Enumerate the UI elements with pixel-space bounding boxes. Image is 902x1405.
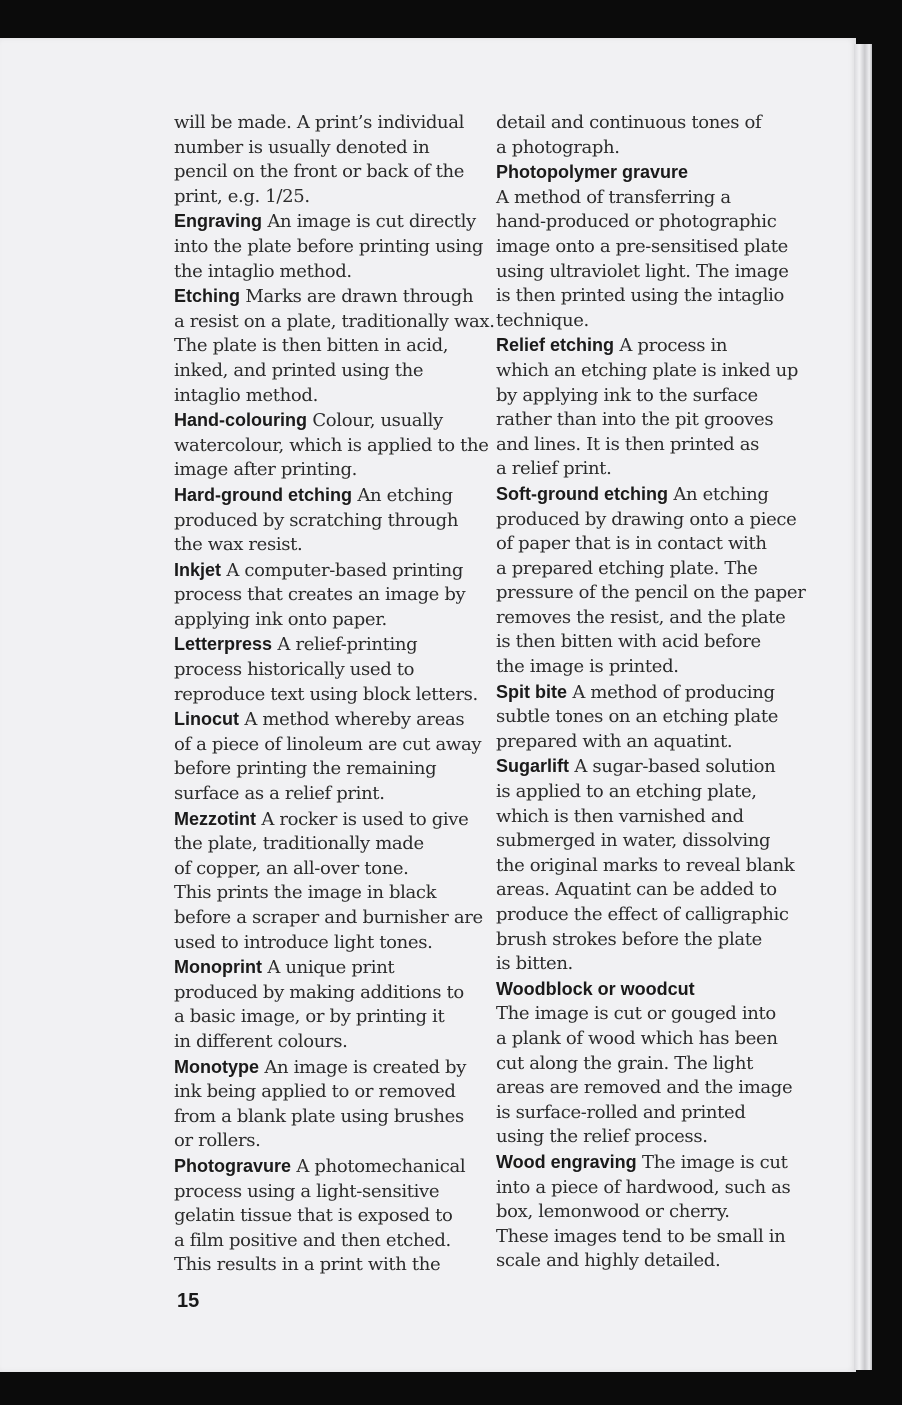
definition-text: areas are removed and the image	[496, 1077, 793, 1099]
text-line	[496, 1125, 796, 1150]
definition-text: before a scraper and burnisher are	[174, 907, 483, 928]
definition-text: applying ink onto paper.	[174, 608, 387, 630]
text-line	[496, 1076, 796, 1101]
glossary-term: Letterpress	[174, 634, 273, 655]
text-line	[496, 1002, 796, 1027]
text-line	[174, 434, 489, 459]
text-line	[496, 111, 796, 136]
definition-text: a resist on a plate, traditionally wax.	[174, 310, 495, 332]
text-line	[496, 210, 796, 235]
text-line	[496, 284, 796, 309]
definition-text: An etching	[667, 483, 769, 505]
definition-text: number is usually denoted in	[174, 136, 430, 158]
text-line	[496, 780, 796, 805]
text-line	[496, 1200, 796, 1225]
text-line	[174, 1180, 474, 1205]
text-line	[174, 284, 474, 310]
definition-text: A method of producing	[567, 681, 775, 703]
glossary-term: Engraving	[174, 211, 263, 232]
definition-text: The image is cut or gouged into	[496, 1003, 776, 1025]
definition-text: scale and highly detailed.	[496, 1250, 721, 1272]
definition-text: A unique print	[261, 957, 395, 979]
definition-text: produced by making additions to	[174, 981, 464, 1003]
definition-text: prepared with an aquatint.	[496, 730, 733, 752]
text-line	[174, 1154, 474, 1180]
text-line	[496, 482, 796, 508]
text-line	[174, 955, 474, 981]
page-edge	[854, 44, 872, 1370]
glossary-term: Wood engraving	[496, 1151, 637, 1172]
glossary-term: Linocut	[174, 709, 239, 730]
text-line	[496, 186, 796, 211]
text-line	[496, 433, 796, 458]
text-line	[174, 136, 474, 161]
text-line	[496, 878, 796, 903]
text-line	[174, 1055, 474, 1081]
glossary-term: Mezzotint	[174, 808, 256, 829]
text-line	[174, 1080, 474, 1105]
definition-text: detail and continuous tones of	[496, 112, 762, 133]
text-line	[496, 557, 796, 582]
definition-text: areas. Aquatint can be added to	[496, 879, 777, 901]
text-line	[174, 683, 478, 708]
text-line	[174, 1105, 474, 1130]
definition-text: process historically used to	[174, 659, 415, 681]
glossary-term: Hand-colouring	[174, 410, 307, 431]
text-line	[174, 408, 474, 434]
definition-text: of paper that is in contact with	[496, 533, 767, 555]
text-line	[174, 658, 474, 683]
definition-text: by applying ink to the surface	[496, 384, 758, 406]
definition-text: Colour, usually	[307, 410, 443, 432]
text-line	[496, 1150, 796, 1176]
definition-text: rather than into the pit grooves	[496, 409, 774, 431]
glossary-term: Monotype	[174, 1056, 259, 1077]
text-line	[174, 1129, 474, 1154]
text-line	[496, 754, 796, 780]
definition-text: pressure of the pencil on the paper	[496, 582, 806, 604]
text-line	[174, 483, 474, 509]
definition-text: This results in a print with the	[174, 1254, 441, 1276]
definition-text: ink being applied to or removed	[174, 1081, 456, 1103]
definition-text: gelatin tissue that is exposed to	[174, 1205, 453, 1227]
definition-text: the original marks to reveal blank	[496, 854, 795, 876]
text-line	[174, 807, 474, 833]
definition-text: An etching	[352, 484, 453, 506]
definition-text: subtle tones on an etching plate	[496, 706, 779, 728]
definition-text: a film positive and then etched.	[174, 1229, 451, 1251]
definition-text: using ultraviolet light. The image	[496, 260, 789, 282]
glossary-term: Spit bite	[496, 681, 567, 702]
definition-text: A method whereby areas	[239, 709, 465, 731]
text-line	[496, 309, 796, 334]
definition-text: from a blank plate using brushes	[174, 1105, 464, 1127]
text-line	[496, 903, 796, 928]
text-line	[496, 408, 796, 433]
definition-text: the wax resist.	[174, 534, 303, 556]
text-line	[174, 359, 474, 384]
text-line	[496, 705, 796, 730]
text-line	[174, 632, 474, 658]
text-line	[174, 334, 474, 359]
definition-text: a basic image, or by printing it	[174, 1006, 445, 1028]
text-line	[496, 359, 799, 384]
text-line	[496, 630, 796, 655]
text-line	[174, 608, 474, 633]
glossary-column-right	[496, 111, 806, 1274]
text-line	[174, 458, 474, 483]
definition-text: intaglio method.	[174, 384, 318, 406]
definition-text: A sugar-based solution	[569, 756, 776, 778]
definition-text: process using a light-sensitive	[174, 1180, 440, 1202]
text-line	[496, 854, 796, 879]
text-line	[174, 857, 474, 882]
definition-text: This prints the image in black	[174, 882, 437, 904]
text-line	[496, 532, 796, 557]
glossary-column-left	[174, 111, 495, 1278]
glossary-term: Inkjet	[174, 559, 222, 580]
definition-text: A process in	[614, 335, 728, 357]
definition-text: in different colours.	[174, 1030, 348, 1052]
definition-text: hand-produced or photographic	[496, 211, 777, 233]
definition-text: Marks are drawn through	[240, 286, 474, 308]
glossary-term: Woodblock or woodcut	[496, 978, 695, 999]
text-line	[496, 655, 796, 680]
text-line	[174, 583, 474, 608]
text-line	[496, 1176, 796, 1201]
definition-text: the plate, traditionally made	[174, 833, 424, 855]
text-line	[174, 509, 474, 534]
text-line	[174, 782, 474, 807]
definition-text: into the plate before printing using	[174, 235, 484, 257]
text-line	[496, 1101, 796, 1126]
definition-text: will be made. A print’s individual	[174, 112, 465, 133]
definition-text: into a piece of hardwood, such as	[496, 1176, 791, 1198]
text-line	[496, 680, 796, 706]
text-line	[496, 457, 796, 482]
definition-text: image after printing.	[174, 459, 358, 481]
text-line	[496, 928, 796, 953]
text-line	[496, 235, 796, 260]
definition-text: An image is cut directly	[262, 211, 476, 233]
glossary-term: Hard-ground etching	[174, 484, 352, 505]
definition-text: a plank of wood which has been	[496, 1027, 778, 1049]
text-line	[496, 136, 796, 161]
definition-text: of a piece of linoleum are cut away	[174, 733, 482, 755]
text-line	[174, 733, 482, 758]
text-line	[174, 1030, 474, 1055]
definition-text: A relief-printing	[272, 634, 418, 656]
text-line	[174, 533, 474, 558]
text-line	[174, 260, 474, 285]
definition-text: used to introduce light tones.	[174, 931, 433, 953]
text-line	[496, 606, 796, 631]
definition-text: reproduce text using block letters.	[174, 683, 478, 705]
definition-text: of copper, an all-over tone.	[174, 857, 409, 879]
text-line	[174, 558, 474, 584]
definition-text: a relief print.	[496, 458, 612, 480]
text-line	[174, 111, 474, 136]
glossary-term: Sugarlift	[496, 756, 570, 777]
definition-text: produced by scratching through	[174, 509, 459, 531]
definition-text: is surface-rolled and printed	[496, 1101, 746, 1123]
text-line	[496, 508, 796, 533]
definition-text: inked, and printed using the	[174, 359, 424, 381]
text-line	[174, 160, 474, 185]
text-line	[496, 260, 796, 285]
text-line	[174, 757, 474, 782]
definition-text: These images tend to be small in	[496, 1225, 786, 1247]
definition-text: brush strokes before the plate	[496, 928, 762, 950]
definition-text: submerged in water, dissolving	[496, 830, 771, 852]
definition-text: print, e.g. 1/25.	[174, 185, 310, 207]
definition-text: the image is printed.	[496, 656, 679, 678]
text-line	[496, 160, 796, 186]
text-line	[174, 1204, 474, 1229]
glossary-term: Photogravure	[174, 1155, 292, 1176]
definition-text: before printing the remaining	[174, 758, 437, 780]
glossary-term: Etching	[174, 286, 240, 307]
definition-text: or rollers.	[174, 1130, 261, 1152]
text-line	[496, 977, 796, 1003]
definition-text: process that creates an image by	[174, 584, 466, 606]
text-line	[496, 730, 796, 755]
page-number: 15	[177, 1290, 200, 1312]
definition-text: An image is created by	[259, 1056, 467, 1078]
definition-text: using the relief process.	[496, 1126, 708, 1148]
text-line	[496, 1225, 796, 1250]
definition-text: watercolour, which is applied to the	[174, 434, 489, 456]
definition-text: a prepared etching plate. The	[496, 557, 758, 579]
definition-text: The image is cut	[636, 1151, 788, 1173]
definition-text: box, lemonwood or cherry.	[496, 1201, 730, 1223]
definition-text: and lines. It is then printed as	[496, 433, 759, 455]
definition-text: The plate is then bitten in acid,	[174, 335, 449, 357]
text-line	[174, 209, 474, 235]
definition-text: A method of transferring a	[496, 186, 731, 208]
definition-text: A photomechanical	[291, 1155, 466, 1177]
definition-text: is applied to an etching plate,	[496, 781, 757, 803]
definition-text: removes the resist, and the plate	[496, 606, 786, 628]
definition-text: technique.	[496, 309, 589, 331]
text-line	[496, 829, 796, 854]
glossary-term: Monoprint	[174, 957, 262, 978]
definition-text: surface as a relief print.	[174, 783, 385, 805]
text-line	[496, 1052, 796, 1077]
definition-text: the intaglio method.	[174, 260, 352, 282]
text-line	[496, 384, 796, 409]
definition-text: image onto a pre-sensitised plate	[496, 235, 788, 257]
text-line	[496, 952, 796, 977]
definition-text: is bitten.	[496, 953, 573, 975]
text-line	[174, 235, 484, 260]
glossary-term: Relief etching	[496, 335, 615, 356]
definition-text: A computer-based printing	[221, 559, 464, 581]
definition-text: is then bitten with acid before	[496, 631, 761, 653]
text-line	[174, 1005, 474, 1030]
definition-text: a photograph.	[496, 136, 620, 158]
text-line	[174, 707, 474, 733]
definition-text: is then printed using the intaglio	[496, 285, 785, 307]
text-line	[174, 1229, 474, 1254]
text-line	[174, 981, 474, 1006]
text-line	[496, 805, 796, 830]
text-line	[496, 1249, 796, 1274]
definition-text: produce the effect of calligraphic	[496, 904, 789, 925]
text-line	[496, 333, 796, 359]
text-line	[174, 881, 474, 906]
text-line	[496, 1027, 796, 1052]
text-line	[174, 931, 474, 956]
definition-text: cut along the grain. The light	[496, 1052, 753, 1074]
glossary-term: Soft-ground etching	[496, 483, 668, 504]
definition-text: pencil on the front or back of the	[174, 161, 465, 183]
text-line	[496, 581, 806, 606]
text-line	[174, 310, 495, 335]
glossary-term: Photopolymer gravure	[496, 162, 689, 183]
text-line	[174, 906, 483, 931]
definition-text: A rocker is used to give	[255, 808, 469, 830]
text-line	[174, 832, 474, 857]
definition-text: which is then varnished and	[496, 805, 744, 827]
text-line	[174, 1253, 474, 1278]
text-line	[174, 185, 474, 210]
definition-text: which an etching plate is inked up	[496, 359, 799, 381]
text-line	[174, 384, 474, 409]
definition-text: produced by drawing onto a piece	[496, 508, 797, 530]
